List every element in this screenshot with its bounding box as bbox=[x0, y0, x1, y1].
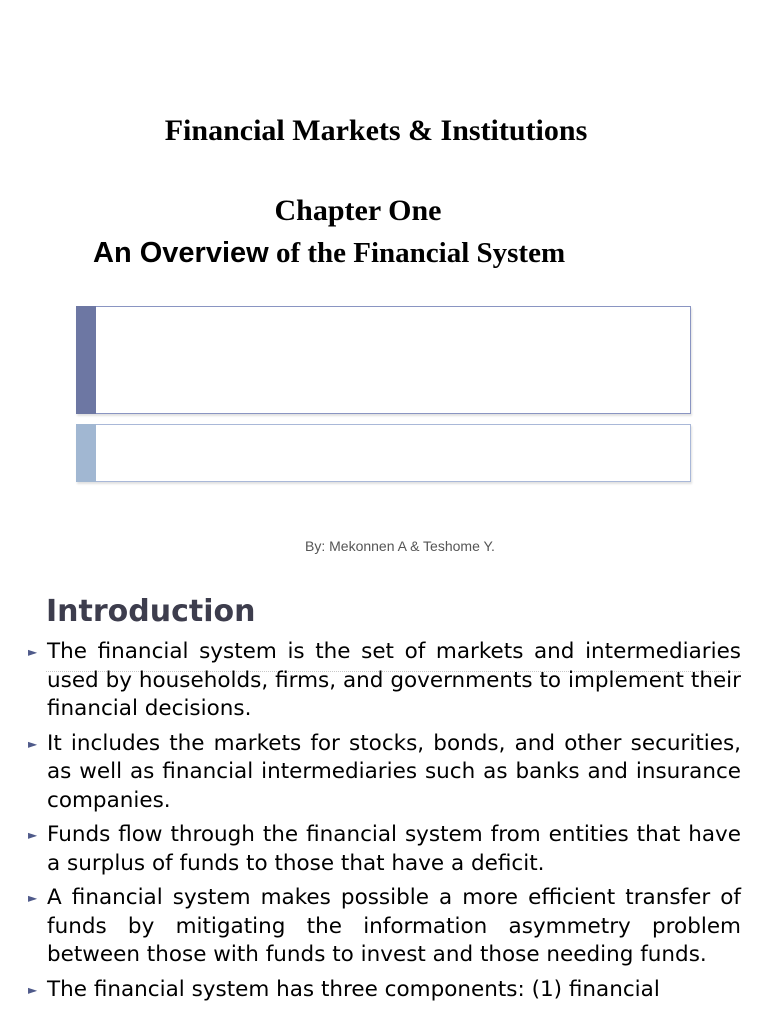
box-accent-bar bbox=[76, 306, 96, 414]
triangle-bullet-icon: ► bbox=[28, 828, 38, 842]
chapter-title: Chapter One bbox=[274, 194, 442, 227]
subtitle-placeholder-box bbox=[76, 424, 691, 482]
box-accent-bar bbox=[76, 424, 96, 482]
list-item-text: Funds flow through the financial system from entities that have a surplus of funds to those that have a deficit. bbox=[47, 822, 741, 876]
triangle-bullet-icon: ► bbox=[28, 891, 38, 905]
list-item-text: The financial system has three components: (1) financial bbox=[47, 976, 660, 1002]
triangle-bullet-icon: ► bbox=[28, 645, 38, 659]
list-item bbox=[28, 821, 741, 878]
bullet-list bbox=[28, 638, 741, 1010]
list-item bbox=[28, 638, 741, 724]
subtitle-rest: of the Financial System bbox=[268, 237, 566, 269]
triangle-bullet-icon: ► bbox=[28, 736, 38, 751]
document-title: Financial Markets & Institutions bbox=[164, 114, 588, 147]
triangle-bullet-icon: ► bbox=[28, 982, 38, 997]
list-item-text: It includes the markets for stocks, bonds, and other securities, as well as financial intermediaries such as banks and insurance companies. bbox=[47, 730, 741, 813]
list-item-text: A financial system makes possible a more efficient transfer of funds by mitigating the information asymmetry problem between those with funds to invest and those needing funds. bbox=[47, 885, 741, 967]
list-item-text: The financial system is the set of markets and intermediaries used by households, firms, and governments to implement their financial decisions. bbox=[47, 639, 741, 721]
subtitle-lead: An Overview bbox=[93, 237, 269, 269]
list-item bbox=[28, 884, 741, 970]
section-heading: Introduction bbox=[46, 594, 256, 629]
list-item bbox=[28, 976, 741, 1005]
chapter-subtitle bbox=[93, 234, 565, 271]
title-placeholder-box bbox=[76, 306, 691, 414]
list-item bbox=[28, 730, 741, 816]
author-byline: By: Mekonnen A & Teshome Y. bbox=[305, 538, 495, 554]
